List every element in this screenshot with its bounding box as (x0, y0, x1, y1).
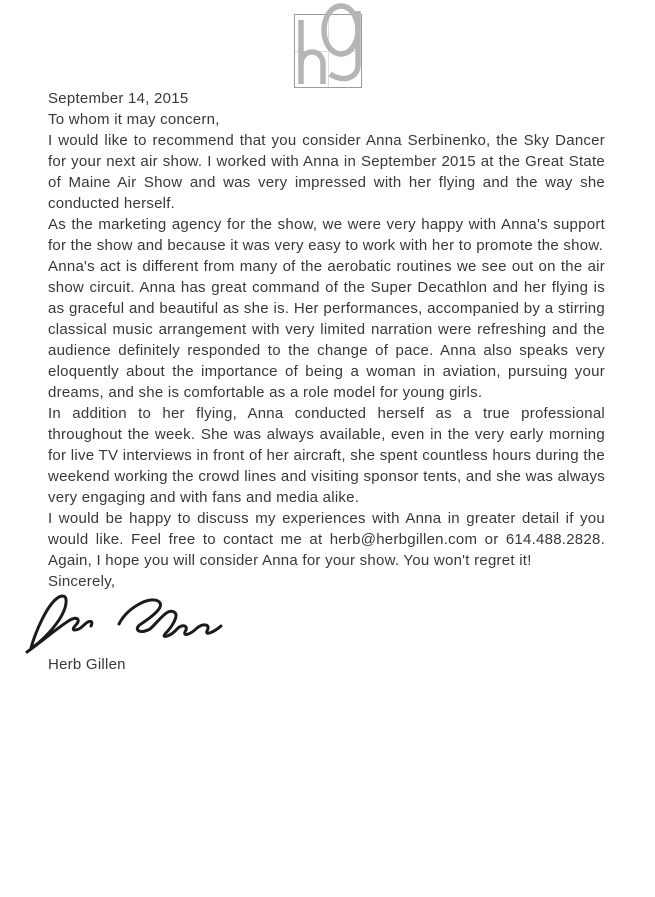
logo-hg-monogram-icon (292, 3, 364, 99)
letter-body (0, 88, 655, 675)
closing-salutation: Sincerely, (48, 573, 116, 590)
paragraph-act-description: Anna's act is different from many of the aerobatic routines we see out on the air show circuit. Anna has great command of the Super Decathlon and her flying is as graceful and beautiful as she is. Her performances, accompanied by a stirring classical music arrangement with very limited narration were refreshing and the audience definitely responded to the change of pace. Anna also speaks very eloquently about the importance of being a woman in aviation, pursuing your dreams, and she is comfortable as a role model for young girls. (48, 258, 605, 401)
letter-date: September 14, 2015 (48, 90, 189, 107)
paragraph-professionalism: In addition to her flying, Anna conducted herself as a true professional throughout the week. She was always available, even in the very early morning for live TV interviews in front of her aircraft, she spent countless hours during the weekend working the crowd lines and visiting sponsor tents, and she was always very engaging and with fans and media alike. (48, 405, 605, 506)
paragraph-contact-info: I would be happy to discuss my experiences with Anna in greater detail if you would like. Feel free to contact me at herb@herbgillen.com or 614.488.2828. Again, I hope you will consider Anna for your show. You won't regret it! (48, 510, 605, 569)
herb-gillen-logo (294, 14, 362, 88)
salutation: To whom it may concern, (48, 111, 220, 128)
paragraph-marketing-agency: As the marketing agency for the show, we were very happy with Anna's support for the show and because it was very easy to work with her to promote the show. (48, 216, 605, 254)
paragraph-introduction: I would like to recommend that you consider Anna Serbinenko, the Sky Dancer for your next air show. I worked with Anna in September 2015 at the Great State of Maine Air Show and was very impressed with her flying and the way she conducted herself. (48, 132, 605, 212)
handwritten-signature (24, 590, 224, 654)
signer-name: Herb Gillen (48, 656, 126, 673)
logo-letter-h (301, 20, 323, 84)
logo-letter-g (324, 6, 358, 79)
